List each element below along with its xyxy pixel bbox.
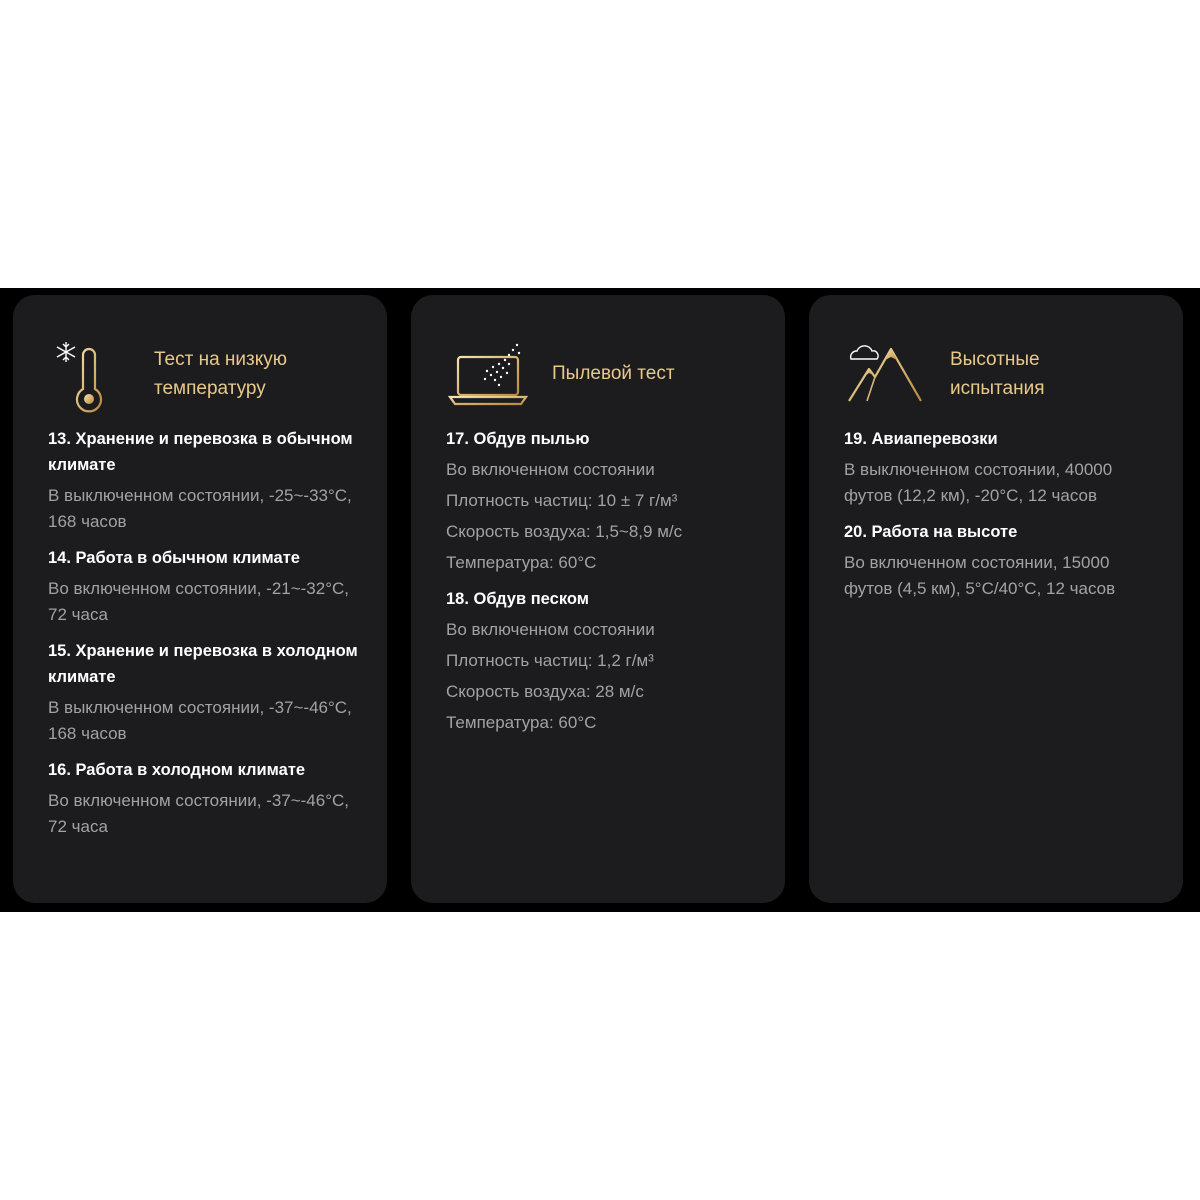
test-section (48, 757, 358, 840)
mountain-cloud-icon (845, 339, 925, 410)
test-detail: В выключенном состоянии, -37~-46°C, 168 часов (48, 698, 352, 743)
test-detail: Во включенном состоянии, -21~-32°C, 72 часа (48, 579, 350, 624)
card-header (809, 335, 1183, 421)
card-title: Высотные испытания (950, 349, 1045, 399)
test-detail: Плотность частиц: 1,2 г/м³ (446, 651, 654, 670)
card-body (446, 426, 756, 746)
test-detail: Во включенном состоянии (446, 620, 655, 639)
test-section (844, 519, 1154, 602)
test-detail: Во включенном состоянии, 15000 футов (4,5 км), 5°C/40°C, 12 часов (844, 553, 1116, 598)
card-header (13, 335, 387, 421)
test-title: 13. Хранение и перевозка в обычном климате (48, 430, 353, 474)
card-altitude-test (809, 295, 1183, 903)
test-title: 16. Работа в холодном климате (48, 761, 306, 779)
test-section (844, 426, 1154, 509)
test-title: 18. Обдув песком (446, 590, 589, 608)
test-title: 19. Авиаперевозки (844, 430, 998, 448)
test-detail: Скорость воздуха: 1,5~8,9 м/с (446, 522, 683, 541)
snowflake-thermometer-icon (49, 339, 119, 420)
card-body (844, 426, 1154, 612)
test-detail: Во включенном состоянии (446, 460, 655, 479)
test-detail: В выключенном состоянии, -25~-33°C, 168 часов (48, 486, 352, 531)
laptop-dust-icon (447, 339, 531, 414)
test-title: 15. Хранение и перевозка в холодном климате (48, 642, 358, 686)
test-section (446, 586, 756, 736)
test-detail: Во включенном состоянии, -37~-46°C, 72 часа (48, 791, 350, 836)
test-detail: Температура: 60°C (446, 713, 597, 732)
test-section (48, 545, 358, 628)
test-detail: В выключенном состоянии, 40000 футов (12,2 км), -20°C, 12 часов (844, 460, 1113, 505)
test-section (48, 426, 358, 535)
card-header (411, 335, 785, 421)
card-title: Пылевой тест (552, 363, 675, 384)
test-detail: Плотность частиц: 10 ± 7 г/м³ (446, 491, 678, 510)
test-title: 17. Обдув пылью (446, 430, 590, 448)
test-title: 14. Работа в обычном климате (48, 549, 300, 567)
test-title: 20. Работа на высоте (844, 523, 1018, 541)
test-section (48, 638, 358, 747)
test-section (446, 426, 756, 576)
card-body (48, 426, 358, 850)
card-title: Тест на низкую температуру (154, 349, 288, 399)
test-detail: Скорость воздуха: 28 м/с (446, 682, 644, 701)
test-detail: Температура: 60°C (446, 553, 597, 572)
card-dust-test (411, 295, 785, 903)
card-low-temperature (13, 295, 387, 903)
